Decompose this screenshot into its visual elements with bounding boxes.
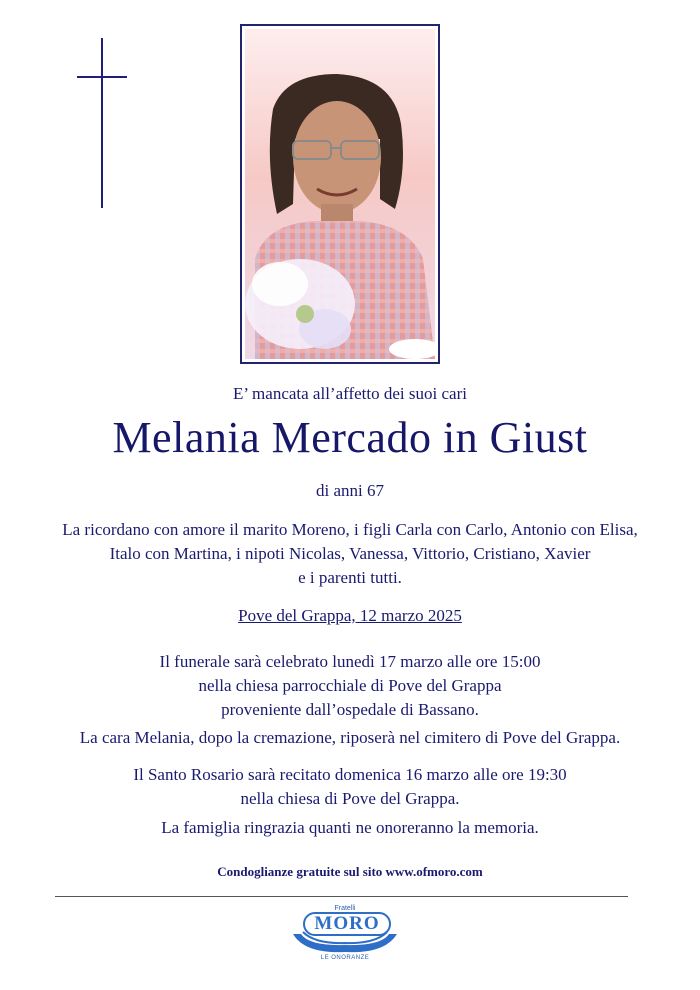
age-text: di anni 67 xyxy=(316,481,384,500)
cross-icon xyxy=(77,38,127,208)
divider xyxy=(55,896,628,897)
logo-top-text: Fratelli xyxy=(334,905,356,912)
place-date xyxy=(0,606,700,626)
rosary-line: Il Santo Rosario sarà recitato domenica 16 marzo alle ore 19:30 xyxy=(133,765,567,784)
condolences-link[interactable]: Condoglianze gratuite sul sito www.ofmoro.com xyxy=(217,864,483,879)
family-line: e i parenti tutti. xyxy=(298,568,402,587)
logo-bottom-text: LE ONORANZE xyxy=(320,955,370,961)
place-date-text: Pove del Grappa, 12 marzo 2025 xyxy=(238,606,462,625)
rest-info: La cara Melania, dopo la cremazione, riposerà nel cimitero di Pove del Grappa. xyxy=(79,728,621,747)
funeral-line: Il funerale sarà celebrato lunedì 17 marzo alle ore 15:00 xyxy=(159,652,541,671)
deceased-name: Melania Mercado in Giust xyxy=(112,413,588,462)
logo-main-text: MORO xyxy=(303,912,391,936)
funeral-line: proveniente dall’ospedale di Bassano. xyxy=(221,700,479,719)
family-line: La ricordano con amore il marito Moreno, i figli Carla con Carlo, Antonio con Elisa, xyxy=(62,520,638,539)
intro-text: E’ mancata all’affetto dei suoi cari xyxy=(233,384,467,403)
portrait-photo xyxy=(240,24,440,364)
family-line: Italo con Martina, i nipoti Nicolas, Vanessa, Vittorio, Cristiano, Xavier xyxy=(109,544,591,563)
rosary-line: nella chiesa di Pove del Grappa. xyxy=(240,789,460,808)
moro-logo xyxy=(285,900,405,966)
funeral-info xyxy=(0,650,700,722)
hands-icon xyxy=(285,928,405,956)
thanks-text: La famiglia ringrazia quanti ne onoreranno la memoria. xyxy=(161,818,539,837)
funeral-line: nella chiesa parrocchiale di Pove del Grappa xyxy=(198,676,502,695)
rosary-info xyxy=(0,763,700,811)
family-text xyxy=(0,518,700,590)
